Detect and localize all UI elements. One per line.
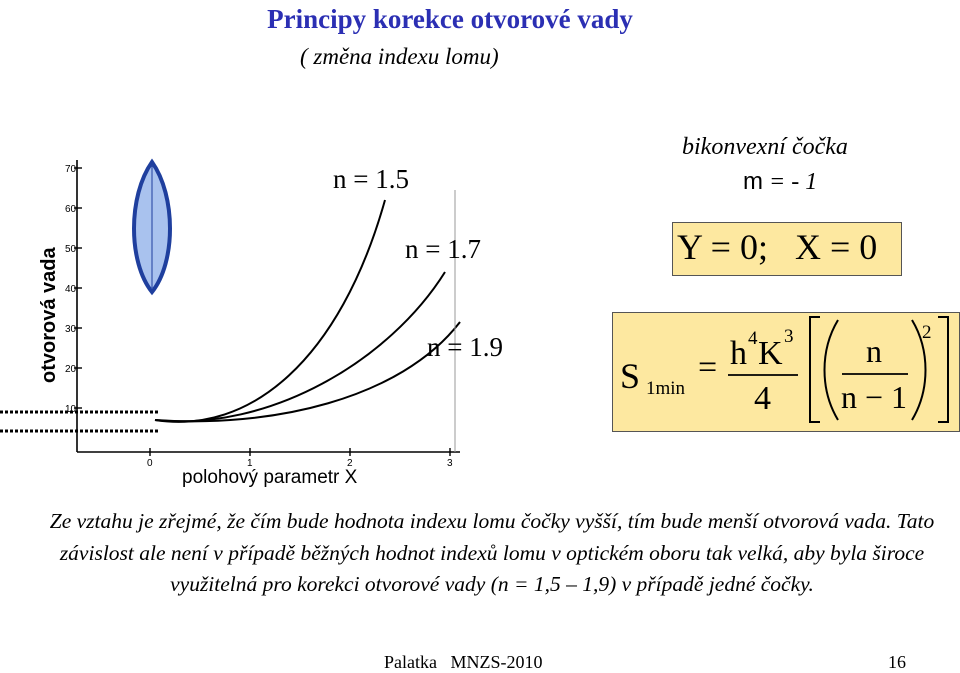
eq-bracket-right [938,317,948,422]
x-tick-label: 1 [247,458,253,469]
page-subtitle: ( změna indexu lomu) [300,44,499,69]
eq-s-sub: 1min [646,378,686,399]
lens-type-label: bikonvexní čočka [682,134,848,160]
x-tick-label: 2 [347,458,353,469]
y-tick-label: 70 [65,164,77,175]
y-tick-label: 30 [65,324,77,335]
y-tick-label: 10 [65,404,77,415]
eq-inner-den: n − 1 [840,379,908,415]
eq-k-exp: 3 [784,326,794,347]
y-tick-label: 40 [65,284,77,295]
m-symbol: m [743,168,763,195]
page-number: 16 [888,652,906,672]
m-value: = - 1 [769,169,818,195]
eq-k: K [758,335,783,372]
aberration-plot [0,150,600,500]
curve-n-1-7 [155,272,445,421]
label-n-1-7: n = 1.7 [405,234,481,264]
eq-h-exp: 4 [748,328,758,349]
equation-x-part: X = 0 [794,227,878,267]
explanation-paragraph: Ze vztahu je zřejmé, že čím bude hodnota indexu lomu čočky vyšší, tím bude menší otvorová vada. Tato závislost ale není v případě běžných hodnot indexů lomu v optickém oboru tak velká, aby byla široce využitelná pro korekci otvorové vady (n = 1,5 – 1,9) v případě jedné čočky. [49,509,935,596]
m-parameter [743,168,817,196]
label-n-1-5: n = 1.5 [333,164,409,194]
eq-bracket-left [810,317,820,422]
eq-outer-exp: 2 [922,322,932,343]
eq-inner-num: n [866,333,882,369]
x-axis-label: polohový parametr X [182,467,358,488]
x-tick-label: 0 [147,458,153,469]
y-tick-label: 50 [65,244,77,255]
curve-n-1-5 [155,200,385,422]
eq-s: S [620,356,641,396]
y-tick-label: 60 [65,204,77,215]
curve-n-1-9 [155,322,460,421]
y-tick-label: 20 [65,364,77,375]
footer-author: Palatka MNZS-2010 [384,652,543,672]
equation-yx [677,226,877,268]
eq-equals: = [698,349,718,386]
x-ticks [147,448,453,469]
equation-s [612,312,960,432]
eq-denominator: 4 [754,380,771,417]
y-ticks [65,164,82,415]
x-tick-label: 3 [447,458,453,469]
page-title: Principy korekce otvorové vady [267,4,633,34]
label-n-1-9: n = 1.9 [427,332,503,362]
eq-paren-left [825,320,839,420]
equation-y-part: Y = 0; [677,227,768,267]
y-axis-label: otvorová vada [38,247,60,383]
eq-h: h [730,335,747,372]
